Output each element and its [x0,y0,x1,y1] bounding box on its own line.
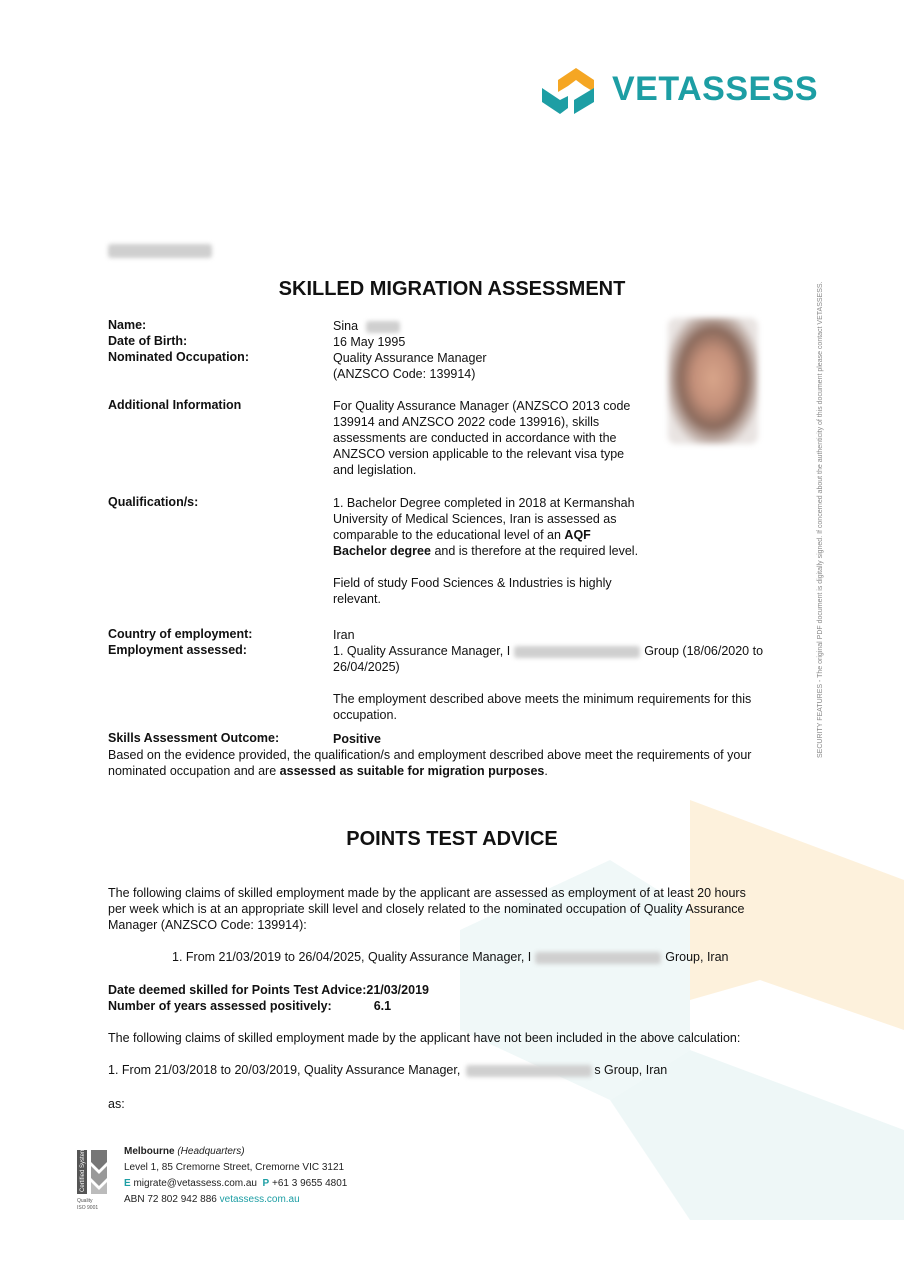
outcome-label: Skills Assessment Outcome: [108,731,280,745]
excluded-intro: The following claims of skilled employment made by the applicant have not been included in the above calculation: [108,1031,741,1045]
points-claim: 1. From 21/03/2019 to 26/04/2025, Quality Assurance Manager, I Group, Iran [172,950,729,964]
svg-text:Certified System: Certified System [80,1148,86,1192]
reference-number-redacted [108,244,212,258]
points-intro: The following claims of skilled employment made by the applicant are assessed as employment of at least 20 hours per week which is at an appropriate skill level and closely related to the nominated occupation of Quality Assurance Manager (ANZSCO Code: 139914): [108,886,746,932]
excluded-claim: 1. From 21/03/2018 to 20/03/2019, Quality Assurance Manager, s Group, Iran [108,1063,668,1077]
outcome-text: Based on the evidence provided, the qualification/s and employment described above meet the requirements of your nominated occupation and are assessed as suitable for migration purposes. [108,748,752,778]
additional-label: Additional Information [108,398,242,412]
applicant-photo [668,318,758,444]
assessment-title: SKILLED MIGRATION ASSESSMENT [278,278,626,300]
date-deemed: Date deemed skilled for Points Test Advice:21/03/2019 [108,983,429,997]
dob-label: Date of Birth: [108,334,188,348]
additional-text: For Quality Assurance Manager (ANZSCO 2013 code 139914 and ANZSCO 2022 code 139916), skills assessments are conducted in accordance with the ANZSCO version applicable to the relevant visa type and legislation. [333,399,631,477]
logo-text: VETASSESS [612,70,819,108]
security-note: SECURITY FEATURES - The original PDF document is digitally signed. If concerned about the authenticity of this document please contact VETASSESS. [817,281,824,758]
occupation-value: Quality Assurance Manager [333,351,487,365]
dob-value: 16 May 1995 [333,335,406,349]
outcome-value: Positive [333,732,381,746]
points-title: POINTS TEST ADVICE [346,828,558,850]
qualification-label: Qualification/s: [108,495,199,509]
qualification-text: 1. Bachelor Degree completed in 2018 at Kermanshah University of Medical Sciences, Iran is assessed as comparable to the educational level of an AQF Bachelor degree and is therefore at the required level. Field of study Food Sciences & Industries is highly relevant. [333,496,639,606]
svg-text:ISO 9001: ISO 9001 [77,1205,99,1211]
employment-label: Employment assessed: [108,643,247,657]
country-label: Country of employment: [108,627,253,641]
svg-text:Quality: Quality [77,1198,93,1204]
website-link[interactable]: vetassess.com.au [219,1194,300,1205]
certified-system-seal-icon [77,1148,109,1214]
name-label: Name: [108,318,147,332]
country-value: Iran [333,628,355,642]
employment-text: 1. Quality Assurance Manager, I Group (18/06/2020 to 26/04/2025) The employment described above meets the minimum requirements for this occupation. [333,644,764,722]
occupation-label: Nominated Occupation: [108,350,249,364]
email-link[interactable]: migrate@vetassess.com.au [133,1178,257,1189]
name-value: Sina [333,318,400,334]
footer-address: Melbourne (Headquarters) Level 1, 85 Cremorne Street, Cremorne VIC 3121 E migrate@vetassess.com.au P +61 3 9655 4801 ABN 72 802 942 886 vetassess.com.au [124,1146,348,1205]
as-text: as: [108,1097,125,1111]
vetassess-logo-icon [540,66,596,116]
years-assessed: Number of years assessed positively: 6.1 [108,999,392,1013]
occupation-code: (ANZSCO Code: 139914) [333,367,476,381]
